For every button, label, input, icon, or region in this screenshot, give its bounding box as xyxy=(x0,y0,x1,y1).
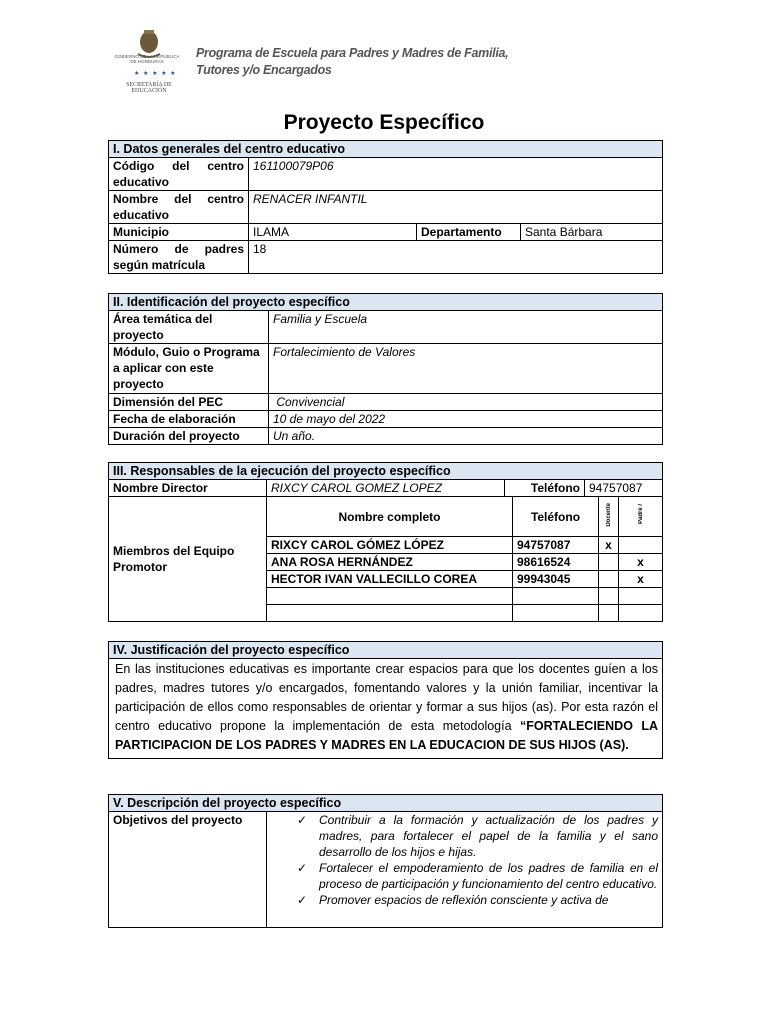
section-1-heading: I. Datos generales del centro educativo xyxy=(109,141,663,158)
section-4-heading: IV. Justificación del proyecto específico xyxy=(109,642,663,659)
page-title: Proyecto Específico xyxy=(283,111,485,134)
member-docente-mark xyxy=(599,571,619,588)
padres-value: 18 xyxy=(249,241,663,274)
check-icon: ✓ xyxy=(297,861,308,875)
responsables-table xyxy=(108,462,663,622)
dimension-value: Convivencial xyxy=(269,394,663,411)
member-phone: 99943045 xyxy=(513,571,599,588)
member-docente-mark xyxy=(599,605,619,622)
logo-bottom-text: SECRETARÍA DE EDUCACIÓN xyxy=(126,82,172,94)
project-id-table xyxy=(108,293,663,445)
member-name: HECTOR IVAN VALLECILLO COREA xyxy=(267,571,513,588)
fecha-value: 10 de mayo del 2022 xyxy=(269,411,663,428)
member-phone xyxy=(513,605,599,622)
codigo-value: 161100079P06 xyxy=(249,158,663,191)
education-logo xyxy=(108,26,190,92)
list-item: ✓ Fortalecer el empoderamiento de los padres de familia en el proceso de participación y funcionamiento del centro educativo. xyxy=(297,861,659,891)
col-padre-header: Padre / xyxy=(637,504,644,525)
list-item: ✓ Promover espacios de reflexión consciente y activa de xyxy=(297,893,609,907)
col-telefono-header: Teléfono xyxy=(513,497,599,537)
municipio-label: Municipio xyxy=(109,224,249,241)
logo-stars: ★ ★ ★ ★ ★ xyxy=(134,71,177,77)
col-docente-header: Docente xyxy=(605,502,612,527)
justificacion-table xyxy=(108,641,663,759)
section-2-heading: II. Identificación del proyecto específico xyxy=(109,294,663,311)
duracion-label: Duración del proyecto xyxy=(109,428,269,445)
section-3-heading: III. Responsables de la ejecución del proyecto específico xyxy=(109,463,663,480)
descripcion-table xyxy=(108,794,663,928)
nombre-centro-label: Nombre del centro educativo xyxy=(109,191,249,224)
member-phone xyxy=(513,588,599,605)
member-docente-mark xyxy=(599,554,619,571)
objetivos-label: Objetivos del proyecto xyxy=(109,812,267,928)
dimension-label: Dimensión del PEC xyxy=(109,394,269,411)
member-docente-mark xyxy=(599,588,619,605)
check-icon: ✓ xyxy=(297,893,308,907)
member-padre-mark xyxy=(619,537,663,554)
equipo-label: Miembros del Equipo Promotor xyxy=(109,497,267,622)
member-name: ANA ROSA HERNÁNDEZ xyxy=(267,554,513,571)
member-name xyxy=(267,605,513,622)
member-padre-mark xyxy=(619,605,663,622)
member-padre-mark xyxy=(619,588,663,605)
program-header xyxy=(196,45,508,79)
padres-label: Número de padres según matrícula xyxy=(109,241,249,274)
director-telefono-value: 94757087 xyxy=(585,480,663,497)
coat-of-arms-icon xyxy=(108,26,190,76)
justificacion-project-name: “FORTALECIENDO LA PARTICIPACION DE LOS PADRES Y MADRES EN LA EDUCACION DE SUS HIJOS (AS). xyxy=(115,719,658,752)
list-item: ✓ Contribuir a la formación y actualización de los padres y madres, para fortalecer el papel de la familia y el sano desarrollo de los hijos e hijas. xyxy=(297,813,659,859)
member-docente-mark: x xyxy=(599,537,619,554)
area-value: Familia y Escuela xyxy=(269,311,663,344)
director-value: RIXCY CAROL GOMEZ LOPEZ xyxy=(267,480,505,497)
program-line-1: Programa de Escuela para Padres y Madres de Familia, xyxy=(196,46,509,60)
municipio-value: ILAMA xyxy=(249,224,417,241)
departamento-value: Santa Bárbara xyxy=(521,224,663,241)
modulo-label: Módulo, Guio o Programa a aplicar con este proyecto xyxy=(109,344,269,394)
justificacion-text: En las instituciones educativas es importante crear espacios para que los docentes guíen a los padres, madres tutores y/o encargados, fomentando valores y la unión familiar, incentivar la participación de ellos como responsables de orientar y formar a sus hijos (as). Por esta razón el centro educativo propone la implementación de esta metodología xyxy=(115,662,658,733)
area-label: Área temática del proyecto xyxy=(109,311,269,344)
member-name: RIXCY CAROL GÓMEZ LÓPEZ xyxy=(267,537,513,554)
member-padre-mark: x xyxy=(619,554,663,571)
logo-top-text: GOBIERNO DE LA REPÚBLICA DE HONDURAS xyxy=(114,54,180,64)
director-telefono-label: Teléfono xyxy=(505,480,585,497)
member-phone: 94757087 xyxy=(513,537,599,554)
member-name xyxy=(267,588,513,605)
codigo-label: Código del centro educativo xyxy=(109,158,249,191)
check-icon: ✓ xyxy=(297,813,308,827)
objetivos-list xyxy=(267,812,658,908)
section-5-heading: V. Descripción del proyecto específico xyxy=(109,795,663,812)
duracion-value: Un año. xyxy=(269,428,663,445)
member-phone: 98616524 xyxy=(513,554,599,571)
col-nombre-header: Nombre completo xyxy=(267,497,513,537)
member-padre-mark: x xyxy=(619,571,663,588)
nombre-centro-value: RENACER INFANTIL xyxy=(249,191,663,224)
fecha-label: Fecha de elaboración xyxy=(109,411,269,428)
general-data-table xyxy=(108,140,663,274)
departamento-label: Departamento xyxy=(417,224,521,241)
program-line-2: Tutores y/o Encargados xyxy=(196,63,332,77)
director-label: Nombre Director xyxy=(109,480,267,497)
modulo-value: Fortalecimiento de Valores xyxy=(269,344,663,394)
